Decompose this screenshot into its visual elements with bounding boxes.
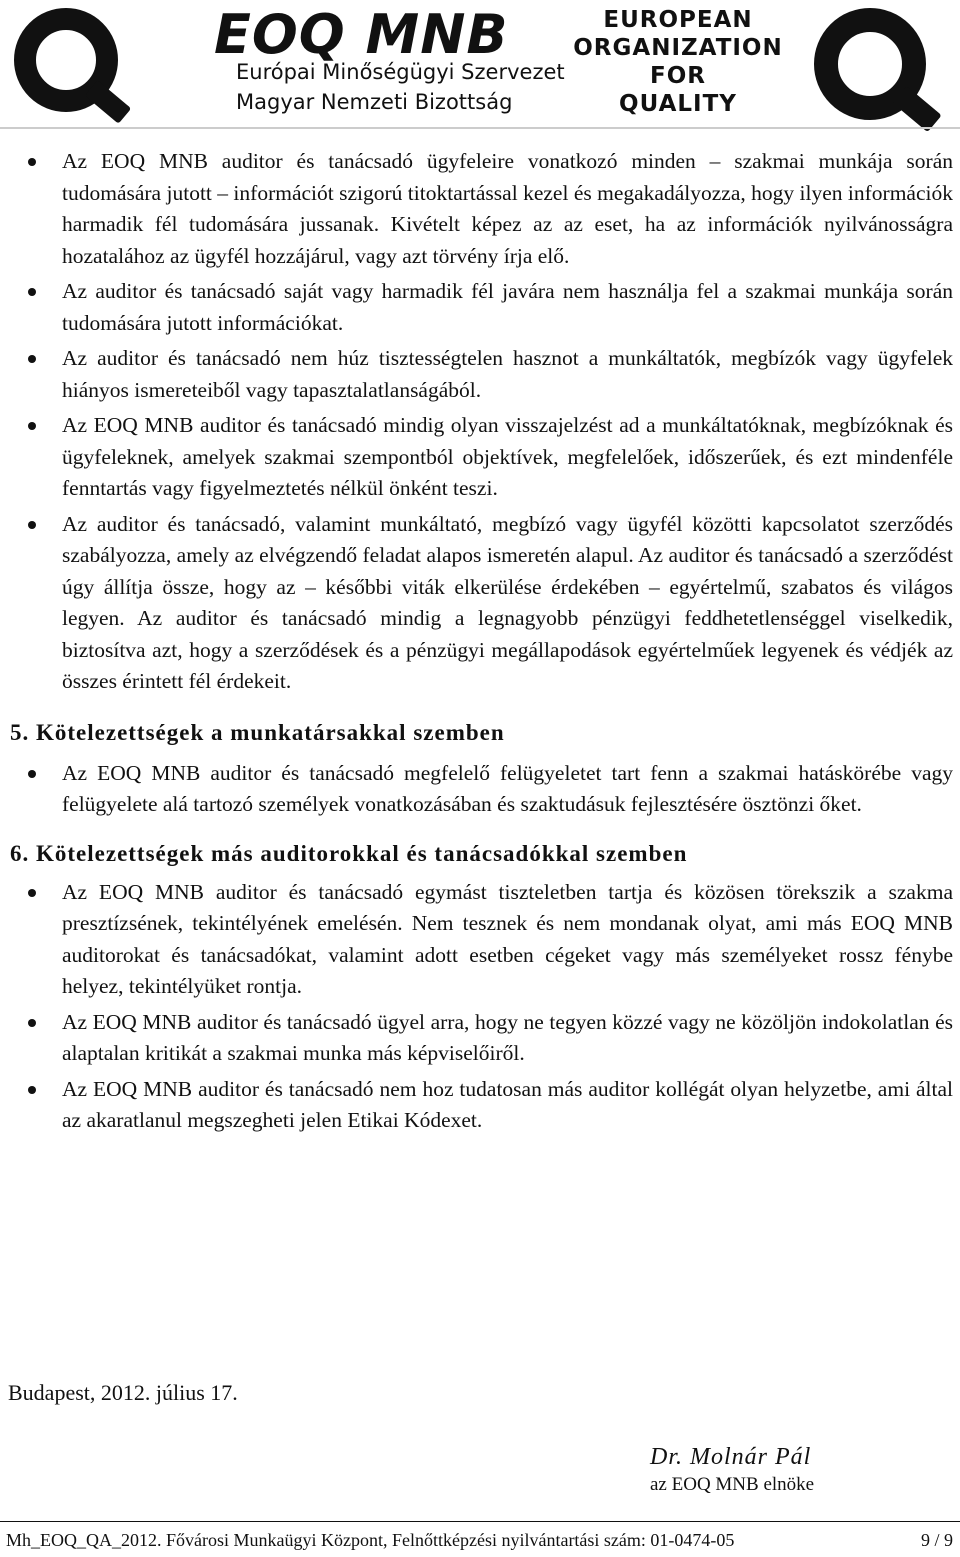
page-header [0,0,960,130]
list-item-text: Az EOQ MNB auditor és tanácsadó nem hoz tudatosan más auditor kollégát olyan helyzetbe, ami által az akaratlanul megszegheti jelen Etikai Kódexet. [62,1076,953,1132]
list-item-text: Az auditor és tanácsadó, valamint munkáltató, megbízó vagy ügyfél közötti kapcsolatot szerződés szabályozza, amely az elvégzendő feladat alapos ismeretén alapul. Az auditor és tanácsadó a szerződést úgy állítja össze, hogy az – későbbi viták elkerülése érdekében – egyértelmű, szabatos és világos legyen. Az auditor és tanácsadó mindig a legnagyobb pénzügyi feddhetetlenséggel viselkedik, biztosítva azt, hogy a szerződések és a pénzügyi megállapodások egyértelműek legyenek és védjék az összes érintett fél érdekeit. [62,511,953,693]
bullet-icon [28,1086,36,1094]
bullet-icon [28,1019,36,1027]
eoq-line-1: EUROPEAN [603,7,753,33]
list-item [0,410,960,505]
brand-title: EOQ MNB [214,3,509,66]
header-divider [0,127,960,129]
signatory-name: Dr. Molnár Pál [650,1444,812,1470]
section-5-number: 5. [10,719,30,745]
brand-subtitle-1: Európai Minőségügyi Szervezet [236,60,565,84]
eoq-line-3: FOR [650,63,706,89]
eoq-q-logo-right [814,8,926,120]
signatory-role: az EOQ MNB elnöke [650,1474,815,1495]
bullet-icon [28,422,36,430]
list-item [0,1007,960,1070]
list-item-text: Az auditor és tanácsadó nem húz tisztességtelen hasznot a munkáltatók, megbízók vagy ügyfelek hiányos ismereteiből vagy tapasztalatlanságából. [62,346,953,402]
place-and-date: Budapest, 2012. július 17. [8,1380,238,1405]
footer-divider [0,1521,960,1522]
section-5-title: Kötelezettségek a munkatársakkal szemben [36,719,505,745]
footer-reference: Mh_EOQ_QA_2012. Fővárosi Munkaügyi Központ, Felnőttképzési nyilvántartási szám: 01-0474-05 [6,1530,735,1550]
bullet-list-section-5 [0,758,960,821]
list-item-text: Az EOQ MNB auditor és tanácsadó egymást tiszteletben tartja és közösen törekszik a szakma presztízsének, tekintélyének emelésén. Nem tesznek és nem mondanak olyat, ami más EOQ MNB auditorokat és tanácsadókat, valamint adott esetben cégeket vagy más személyeket rossz fénybe helyez, tekintélyüket rontja. [62,879,953,998]
list-item-text: Az EOQ MNB auditor és tanácsadó megfelelő felügyeletet tart fenn a szakmai hatáskörébe vagy felügyelete alá tartozó személyek vonatkozásában és szaktudásuk fejlesztésére ösztönzi őket. [62,760,953,816]
list-item-text: Az EOQ MNB auditor és tanácsadó ügyel arra, hogy ne tegyen közzé vagy ne közöljön indokolatlan és alaptalan kritikát a szakmai munka más képviselőiről. [62,1009,953,1065]
list-item [0,146,960,272]
eoq-wordmark [564,6,792,118]
bullet-list-top [0,146,960,698]
list-item-text: Az EOQ MNB auditor és tanácsadó mindig olyan visszajelzést ad a munkáltatóknak, megbízóknak és ügyfeleknek, amelyek szakmai szempontból objektívek, megfelelőek, időszerűek, és ezt mindenféle fenntartás vagy figyelmeztetés nélkül önként teszi. [62,413,953,500]
page-number: 9 / 9 [920,1530,953,1550]
section-6-title: Kötelezettségek más auditorokkal és tanácsadókkal szemben [36,840,688,866]
bullet-icon [28,355,36,363]
section-6-number: 6. [10,840,30,866]
eoq-q-logo-left [14,8,118,112]
section-6-heading [0,841,960,867]
list-item [0,276,960,339]
list-item [0,509,960,698]
bullet-icon [28,770,36,778]
bullet-icon [28,158,36,166]
bullet-icon [28,889,36,897]
brand-subtitle-2: Magyar Nemzeti Bizottság [236,90,513,114]
list-item [0,343,960,406]
section-5-heading [0,720,960,746]
list-item-text: Az EOQ MNB auditor és tanácsadó ügyfeleire vonatkozó minden – szakmai munkája során tudomására jutott – információt szigorú titoktartással kezel és megakadályozza, hogy ilyen információk harmadik fél tudomására jussanak. Kivételt képez az az eset, ha az információk nyilvánosságra hozatalához az ügyfél hozzájárul, vagy azt törvény írja elő. [62,149,953,268]
list-item [0,877,960,1003]
document-body [0,146,960,1141]
eoq-line-2: ORGANIZATION [573,35,783,61]
list-item [0,758,960,821]
bullet-icon [28,288,36,296]
bullet-list-section-6 [0,877,960,1137]
eoq-line-4: QUALITY [619,91,737,117]
list-item-text: Az auditor és tanácsadó saját vagy harmadik fél javára nem használja fel a szakmai munkája során tudomására jutott információkat. [62,279,953,335]
list-item [0,1074,960,1137]
bullet-icon [28,521,36,529]
